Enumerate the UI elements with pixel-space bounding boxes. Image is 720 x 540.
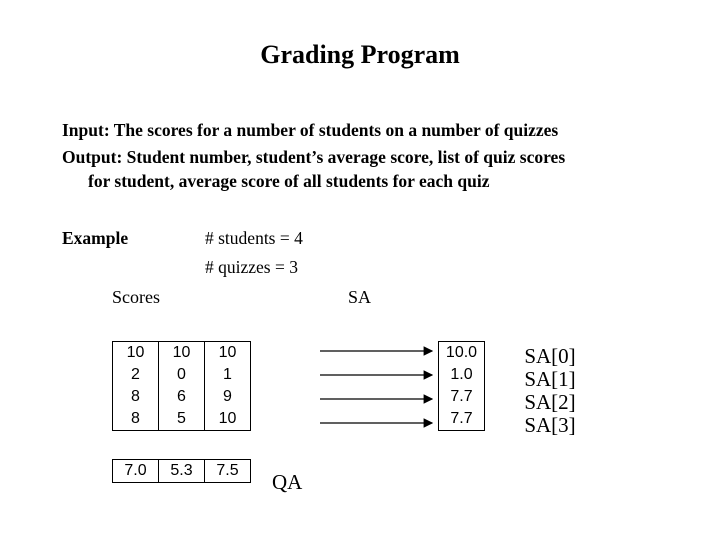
score-cell: 8 <box>113 386 159 408</box>
score-cell: 5 <box>159 408 205 431</box>
students-count: # students = 4 <box>205 228 303 248</box>
page-title: Grading Program <box>260 40 460 69</box>
score-cell: 10 <box>205 342 251 365</box>
input-description: Input: The scores for a number of students on a number of quizzes <box>62 120 559 140</box>
score-cell: 2 <box>113 364 159 386</box>
example-label: Example <box>62 228 129 248</box>
sa-name: SA[3] <box>524 413 576 437</box>
sa-cell: 7.7 <box>439 386 485 408</box>
score-cell: 9 <box>205 386 251 408</box>
sa-name: SA[2] <box>524 390 576 414</box>
qa-cell: 7.0 <box>113 460 159 483</box>
sa-name: SA[1] <box>524 367 576 391</box>
score-cell: 8 <box>113 408 159 431</box>
score-cell: 10 <box>205 408 251 431</box>
qa-label: QA <box>272 470 303 494</box>
sa-cell: 1.0 <box>439 364 485 386</box>
sa-cell: 7.7 <box>439 408 485 431</box>
qa-cell: 7.5 <box>205 460 251 483</box>
output-description-line1: Output: Student number, student’s average score, list of quiz scores <box>62 147 566 167</box>
score-cell: 10 <box>113 342 159 365</box>
score-cell: 10 <box>159 342 205 365</box>
score-cell: 1 <box>205 364 251 386</box>
qa-cell: 5.3 <box>159 460 205 483</box>
score-cell: 6 <box>159 386 205 408</box>
output-description-line2: for student, average score of all students for each quiz <box>88 171 490 191</box>
sa-cell: 10.0 <box>439 342 485 365</box>
sa-name: SA[0] <box>524 344 576 368</box>
quizzes-count: # quizzes = 3 <box>205 257 298 277</box>
scores-label: Scores <box>112 287 160 307</box>
score-cell: 0 <box>159 364 205 386</box>
sa-label: SA <box>348 287 372 307</box>
